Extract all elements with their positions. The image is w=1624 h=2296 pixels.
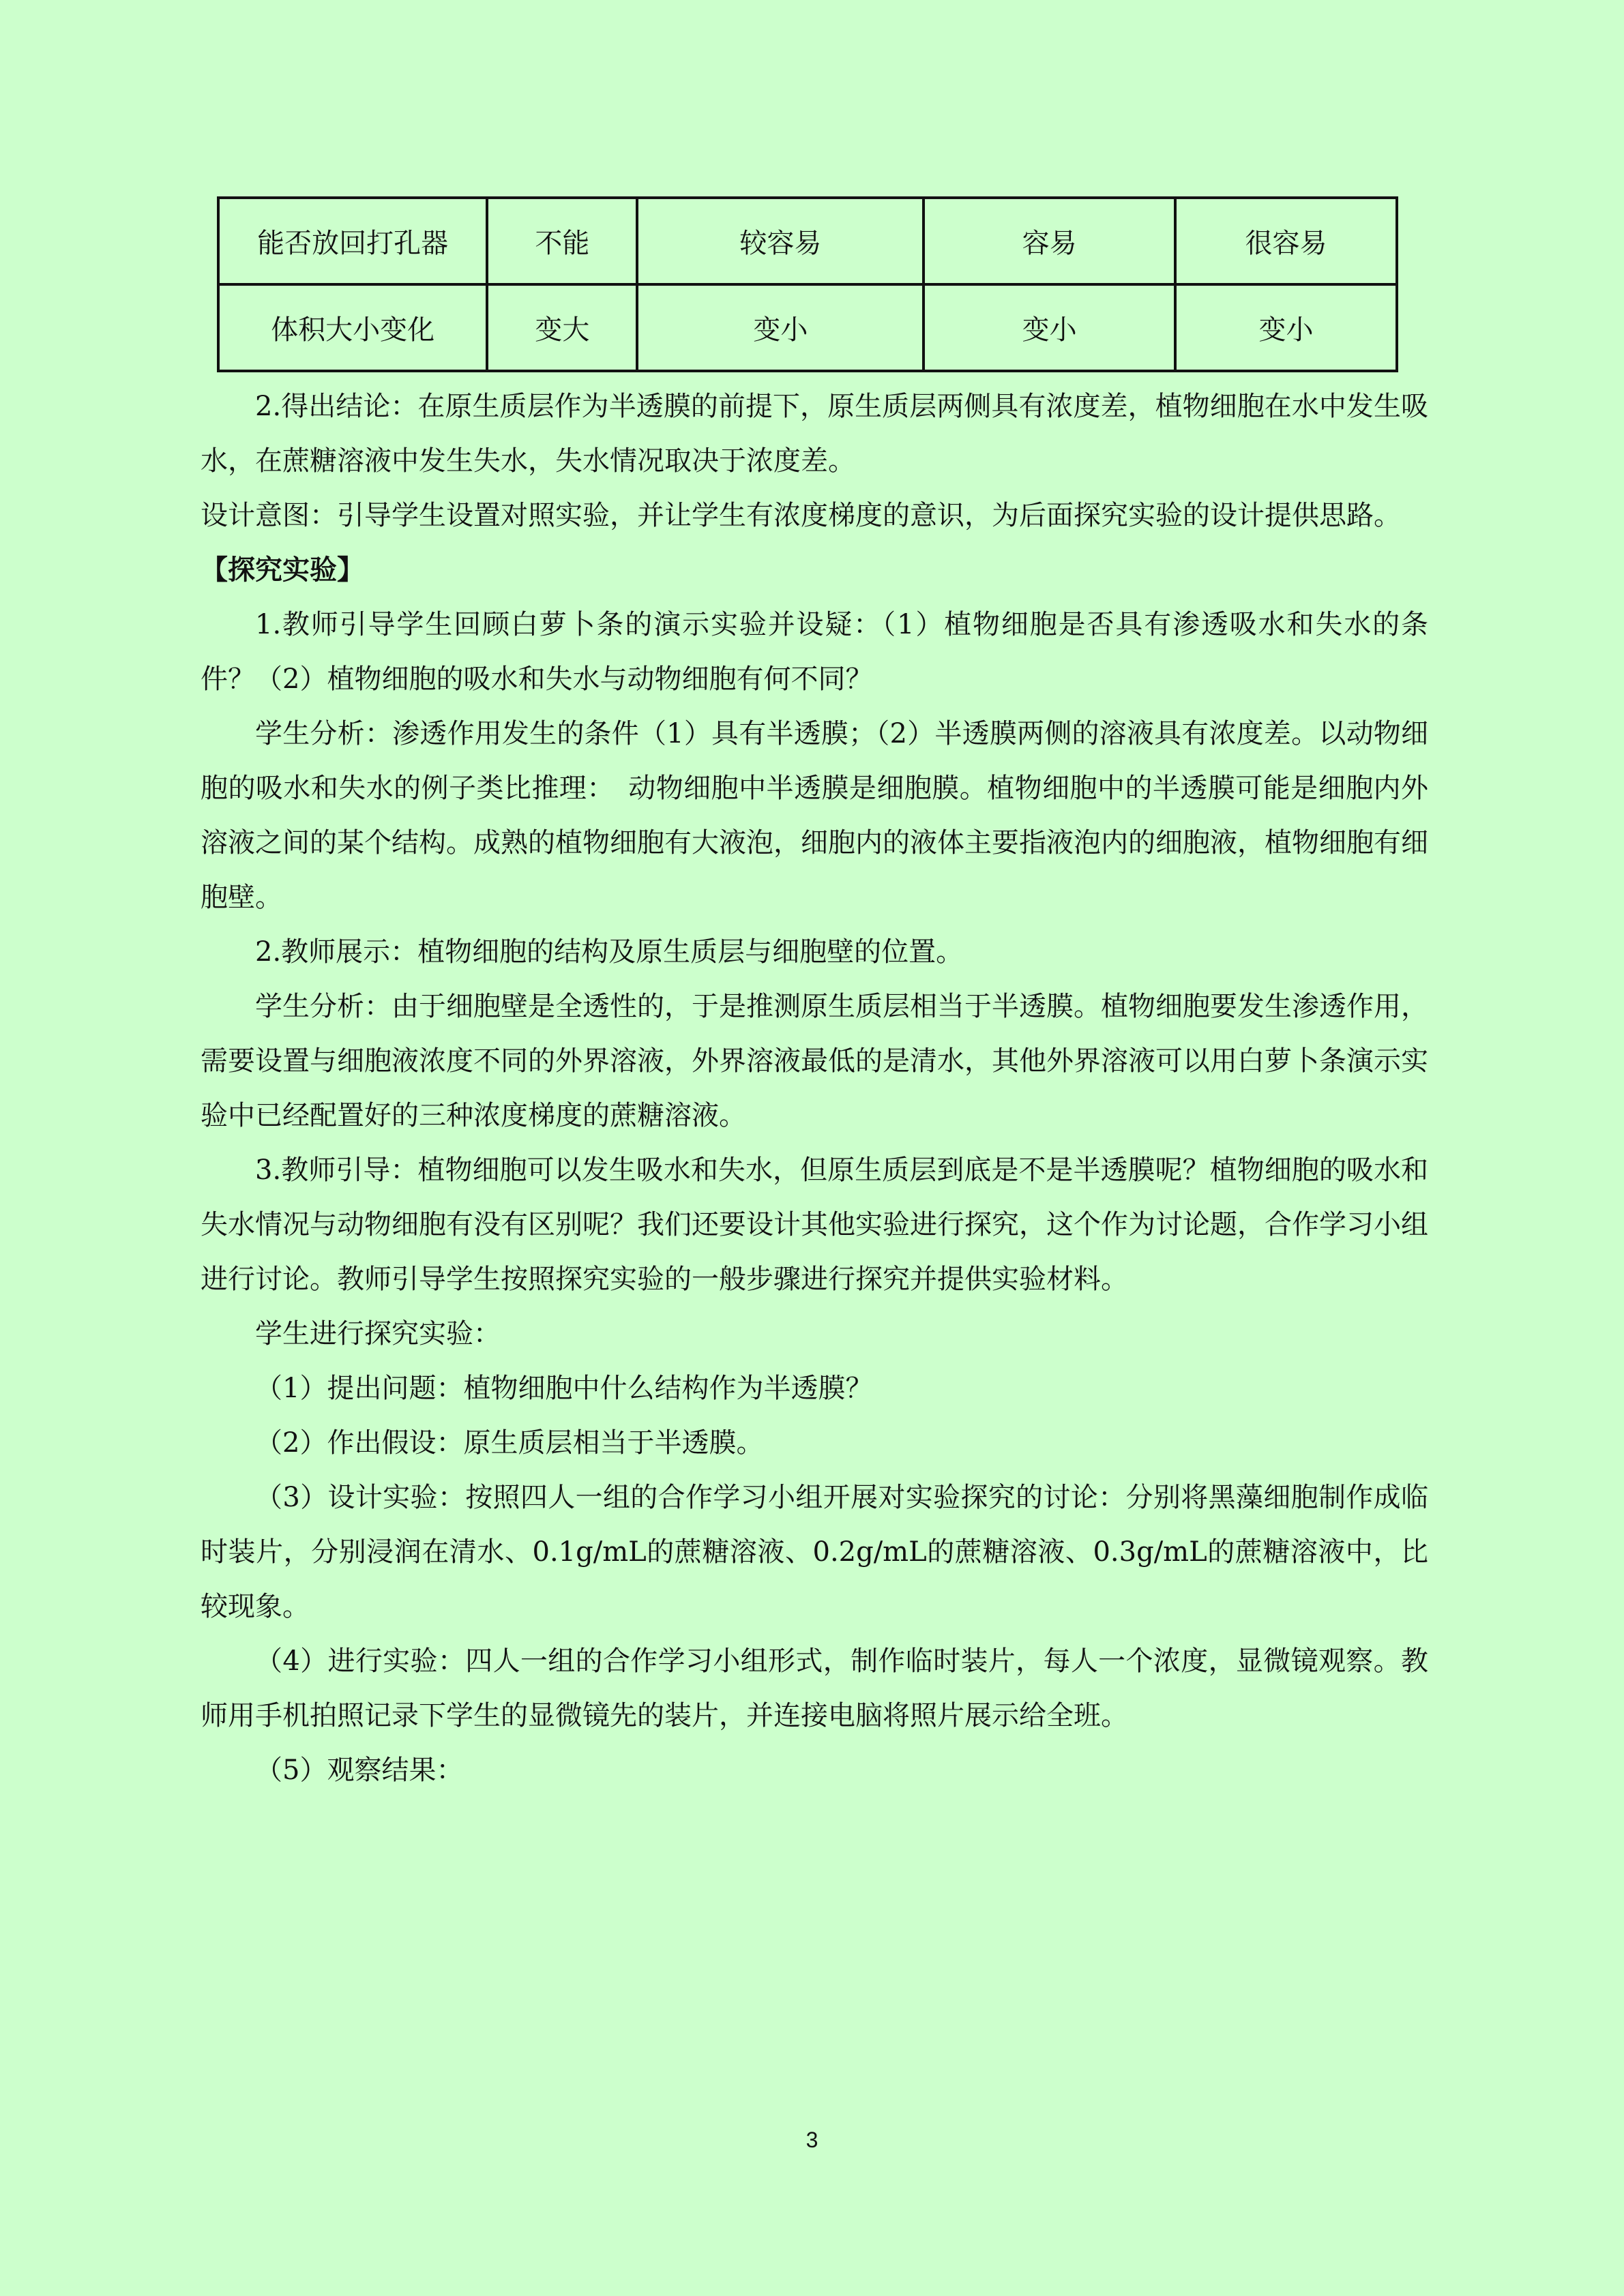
list-item: （2）作出假设：原生质层相当于半透膜。 [255,1427,764,1459]
table-cell: 变小 [924,284,1175,371]
table-cell: 能否放回打孔器 [218,198,487,284]
table-cell: 变大 [487,284,637,371]
paragraph: 学生分析：渗透作用发生的条件（1）具有半透膜；（2）半透膜两侧的溶液具有浓度差。以动物细胞的吸水和失水的例子类比推理： 动物细胞中半透膜是细胞膜。植物细胞中的半透膜可能是细胞内外溶液之间的某个结构。成熟的植物细胞有大液泡，细胞内的液体主要指液泡内的细胞液，植物细胞有细胞壁。 [201,718,1428,913]
table-cell: 变小 [1175,284,1397,371]
list-item: （1）提出问题：植物细胞中什么结构作为半透膜？ [255,1373,873,1404]
results-table [217,196,1398,372]
section-heading: 【探究实验】 [201,554,364,586]
table-row [218,284,1397,371]
list-item: （4）进行实验：四人一组的合作学习小组形式，制作临时装片，每人一个浓度，显微镜观察。教师用手机拍照记录下学生的显微镜先的装片，并连接电脑将照片展示给全班。 [201,1645,1428,1731]
list-item: （5）观察结果： [255,1755,464,1786]
paragraph: 学生分析：由于细胞壁是全透性的，于是推测原生质层相当于半透膜。植物细胞要发生渗透作用，需要设置与细胞液浓度不同的外界溶液，外界溶液最低的是清水，其他外界溶液可以用白萝卜条演示实验中已经配置好的三种浓度梯度的蔗糖溶液。 [201,991,1428,1131]
list-item: （3）设计实验：按照四人一组的合作学习小组开展对实验探究的讨论：分别将黑藻细胞制作成临时装片，分别浸润在清水、0.1g/mL的蔗糖溶液、0.2g/mL的蔗糖溶液、0.3g/mL的蔗糖溶液中，比较现象。 [201,1482,1428,1622]
table-cell: 变小 [637,284,924,371]
body-text [201,379,1428,1798]
paragraph-conclusion: 2.得出结论：在原生质层作为半透膜的前提下，原生质层两侧具有浓度差，植物细胞在水中发生吸水，在蔗糖溶液中发生失水，失水情况取决于浓度差。 [201,391,1428,477]
paragraph: 学生进行探究实验： [255,1318,501,1350]
page-number: 3 [806,2128,818,2152]
paragraph: 1.教师引导学生回顾白萝卜条的演示实验并设疑：（1）植物细胞是否具有渗透吸水和失水的条件？（2）植物细胞的吸水和失水与动物细胞有何不同？ [201,609,1428,695]
paragraph: 2.教师展示：植物细胞的结构及原生质层与细胞壁的位置。 [255,936,964,968]
table-cell: 容易 [924,198,1175,284]
table-cell: 体积大小变化 [218,284,487,371]
table-cell: 不能 [487,198,637,284]
paragraph-design-intent: 设计意图：引导学生设置对照实验，并让学生有浓度梯度的意识，为后面探究实验的设计提供思路。 [201,500,1401,531]
table-row [218,198,1397,284]
table-cell: 很容易 [1175,198,1397,284]
table-cell: 较容易 [637,198,924,284]
paragraph: 3.教师引导：植物细胞可以发生吸水和失水，但原生质层到底是不是半透膜呢？植物细胞的吸水和失水情况与动物细胞有没有区别呢？我们还要设计其他实验进行探究，这个作为讨论题，合作学习小组进行讨论。教师引导学生按照探究实验的一般步骤进行探究并提供实验材料。 [201,1154,1428,1295]
